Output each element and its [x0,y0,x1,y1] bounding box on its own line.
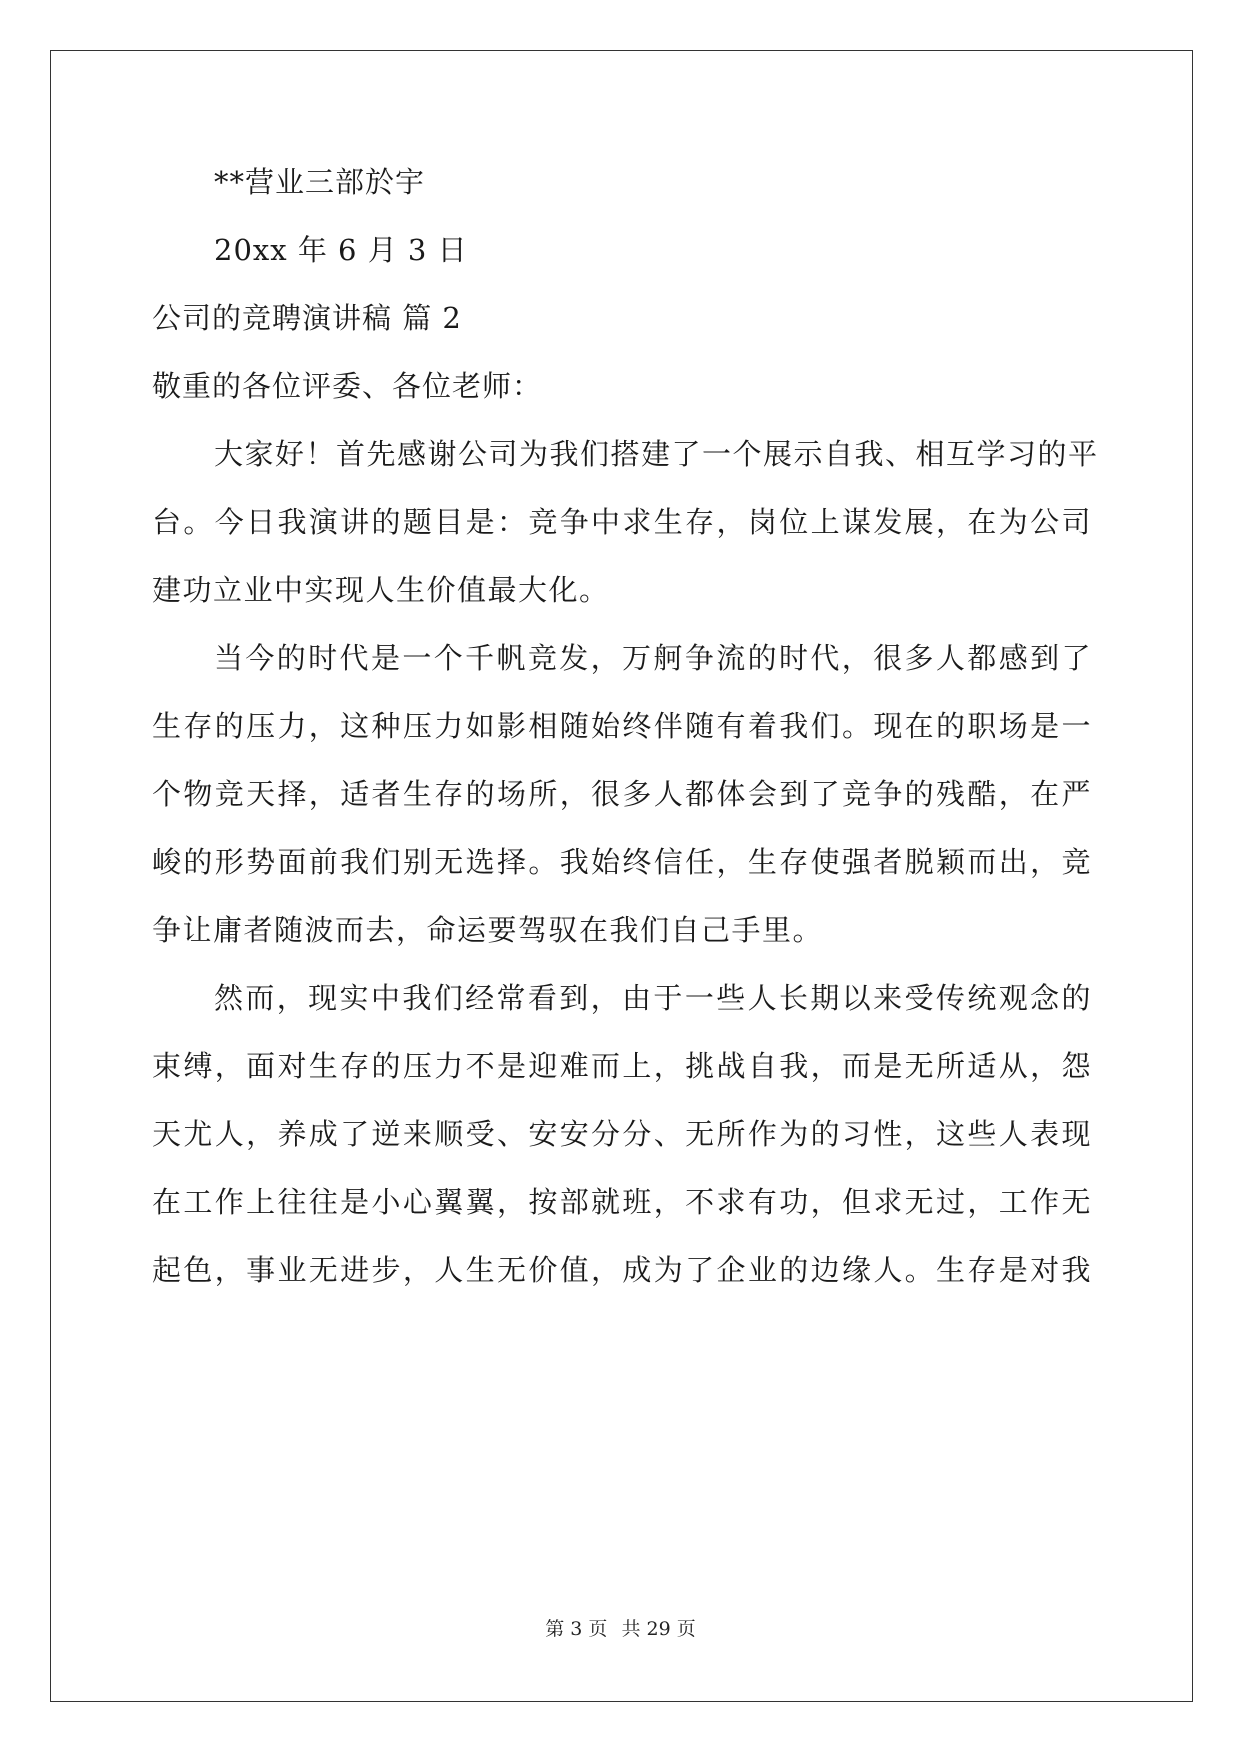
signature-line: **营业三部於宇 [214,165,426,199]
paragraph-3 [152,964,1092,1304]
paragraph-line: 天尤人，养成了逆来顺受、安安分分、无所作为的习性，这些人表现 [152,1117,1092,1151]
paragraph-line: 峻的形势面前我们别无选择。我始终信任，生存使强者脱颖而出，竞 [152,845,1092,879]
paragraph-line: 起色，事业无进步，人生无价值，成为了企业的边缘人。生存是对我 [152,1253,1092,1287]
paragraph-line: 大家好！首先感谢公司为我们搭建了一个展示自我、相互学习的平 [214,437,1099,471]
page-number: 第 3 页 [545,1618,608,1640]
paragraph-2 [152,624,1092,964]
paragraph-line: 束缚，面对生存的压力不是迎难而上，挑战自我，而是无所适从，怨 [152,1049,1092,1083]
paragraph-line: 生存的压力，这种压力如影相随始终伴随有着我们。现在的职场是一 [152,709,1092,743]
salutation: 敬重的各位评委、各位老师： [152,369,543,403]
paragraph-line: 然而，现实中我们经常看到，由于一些人长期以来受传统观念的 [214,981,1092,1015]
paragraph-line: 争让庸者随波而去，命运要驾驭在我们自己手里。 [152,913,824,947]
page-total: 共 29 页 [621,1618,696,1640]
paragraph-line: 在工作上往往是小心翼翼，按部就班，不求有功，但求无过，工作无 [152,1185,1092,1219]
paragraph-1 [152,420,1099,624]
paragraph-line: 建功立业中实现人生价值最大化。 [152,573,610,607]
page-footer [0,1614,1241,1641]
document-body [152,160,1099,1316]
paragraph-line: 当今的时代是一个千帆竞发，万舸争流的时代，很多人都感到了 [214,641,1092,675]
paragraph-line: 个物竞天择，适者生存的场所，很多人都体会到了竞争的残酷，在严 [152,777,1092,811]
paragraph-line: 台。今日我演讲的题目是：竞争中求生存，岗位上谋发展，在为公司 [152,505,1092,539]
section-title: 公司的竞聘演讲稿 篇 2 [152,301,462,335]
date-line: 20xx 年 6 月 3 日 [214,233,468,267]
